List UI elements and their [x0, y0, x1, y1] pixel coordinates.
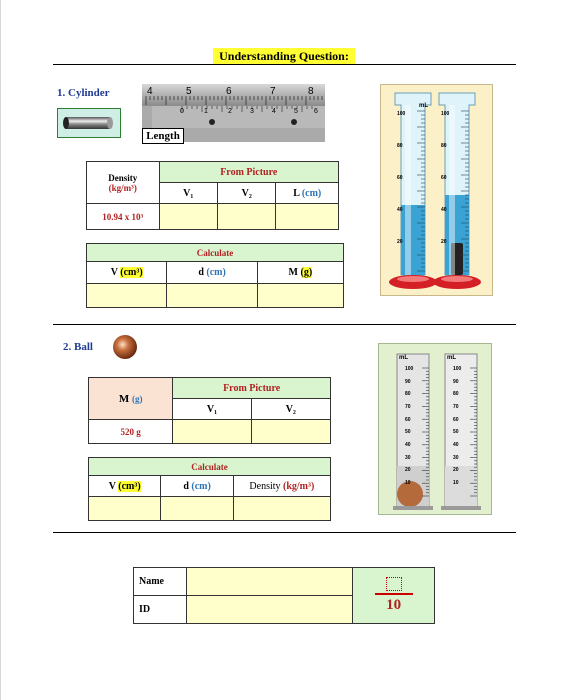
- length-input[interactable]: [276, 204, 339, 230]
- caliper-vernier-tick-label: 3: [250, 108, 254, 115]
- caliper-vernier-tick-label: 5: [294, 108, 298, 115]
- ball-cylinder-scale-label: 70: [405, 404, 411, 410]
- ball-v2-header: V₂: [251, 399, 330, 420]
- ball-cylinder-unit-left: mL: [399, 355, 408, 361]
- ball-cylinder-scale-label: 100: [453, 366, 462, 372]
- ball-diameter-input[interactable]: [161, 497, 233, 521]
- ball-cylinder-scale-label: 10: [453, 480, 459, 486]
- ball-section-label: 2. Ball: [63, 341, 93, 353]
- divider-middle: [53, 324, 516, 325]
- metal-cylinder-icon: [58, 109, 120, 137]
- ball-cylinder-scale-label: 60: [405, 416, 411, 423]
- cylinder-photo: [57, 108, 121, 138]
- ball-cylinder-scale-label: 50: [405, 429, 411, 436]
- cylinder-scale-label: 40: [397, 207, 403, 213]
- caliper-vernier-tick-label: 6: [314, 108, 318, 115]
- cylinder-scale-label: 20: [397, 239, 403, 245]
- divider-top: [53, 64, 516, 65]
- ball-cylinder-scale-label: 70: [453, 404, 459, 410]
- ball-mass-value: 520 g: [89, 420, 173, 444]
- ball-cylinder-scale-label: 90: [405, 378, 411, 385]
- ball-v1-input[interactable]: [173, 420, 251, 444]
- ball-cylinder-scale-label: 100: [405, 366, 414, 372]
- volume-header: V (cm³): [87, 262, 167, 284]
- density-header: Density (kg/m³): [87, 162, 160, 204]
- calculate-header: Calculate: [87, 244, 344, 262]
- ball-cylinder-scale-label: 10: [405, 480, 411, 486]
- cylinder-calc-table: [86, 243, 344, 308]
- score-fraction-bar: [375, 593, 413, 595]
- ball-cylinder-scale-label: 80: [405, 391, 411, 398]
- volume-input[interactable]: [87, 284, 167, 308]
- id-label: ID: [134, 596, 187, 624]
- length-header: L (cm): [276, 183, 339, 204]
- score-denominator: 10: [386, 596, 402, 613]
- score-box: [353, 568, 435, 624]
- v2-input[interactable]: [217, 204, 275, 230]
- copper-ball-icon: [110, 332, 140, 362]
- ball-v2-input[interactable]: [251, 420, 330, 444]
- ball-cylinder-scale-label: 30: [453, 454, 459, 461]
- cylinder-scale-label: 100: [441, 111, 450, 117]
- ball-diameter-header: d (cm): [161, 476, 233, 497]
- v2-header: V₂: [217, 183, 275, 204]
- ball-cylinder-scale-label: 40: [453, 442, 459, 448]
- ball-mass-header: M (g): [89, 378, 173, 420]
- diameter-header: d (cm): [167, 262, 257, 284]
- ball-cylinders-picture: [378, 343, 492, 515]
- cylinder1-unit-left: mL: [419, 103, 428, 109]
- ball-from-picture-header: From Picture: [173, 378, 331, 399]
- ball-v1-header: V₁: [173, 399, 251, 420]
- cylinder-scale-label: 20: [441, 239, 447, 245]
- page-title: Understanding Question:: [213, 48, 355, 64]
- length-label: Length: [142, 128, 184, 144]
- mass-header: M (g): [257, 262, 343, 284]
- score-input[interactable]: [386, 577, 402, 591]
- divider-bottom: [53, 532, 516, 533]
- caliper-main-tick-label: 4: [147, 86, 153, 97]
- ball-density-input[interactable]: [233, 497, 330, 521]
- v1-input[interactable]: [159, 204, 217, 230]
- cylinder-measure-table: [86, 161, 339, 230]
- cylinder-scale-label: 60: [441, 175, 447, 181]
- caliper-vernier-tick-label: 1: [204, 108, 208, 115]
- caliper-main-tick-label: 5: [186, 86, 192, 97]
- graduated-cylinders-picture: [380, 84, 493, 296]
- ball-photo: [110, 332, 140, 367]
- ball-cylinder-scale-label: 50: [453, 429, 459, 436]
- caliper-vernier-tick-label: 4: [272, 108, 276, 115]
- from-picture-header: From Picture: [159, 162, 338, 183]
- name-label: Name: [134, 568, 187, 596]
- diameter-input[interactable]: [167, 284, 257, 308]
- student-info-table: [133, 567, 435, 624]
- cylinder-scale-label: 100: [397, 111, 406, 117]
- ball-density-header: Density (kg/m³): [233, 476, 330, 497]
- ball-cylinder-scale-label: 80: [453, 391, 459, 398]
- cylinder-scale-label: 60: [397, 175, 403, 181]
- ball-calc-table: [88, 457, 331, 521]
- ball-cylinders-icon: [379, 344, 491, 514]
- ball-cylinder-scale-label: 20: [405, 467, 411, 474]
- ball-measure-table: [88, 377, 331, 444]
- caliper-photo: [142, 84, 325, 142]
- caliper-main-tick-label: 7: [270, 86, 276, 97]
- mass-input[interactable]: [257, 284, 343, 308]
- ball-cylinder-scale-label: 20: [453, 467, 459, 474]
- ball-cylinder-scale-label: 90: [453, 378, 459, 385]
- caliper-main-tick-label: 6: [226, 86, 232, 97]
- ball-calculate-header: Calculate: [89, 458, 331, 476]
- cylinder-scale-label: 40: [441, 207, 447, 213]
- caliper-main-tick-label: 8: [308, 86, 314, 97]
- ball-volume-header: V (cm³): [89, 476, 161, 497]
- name-input[interactable]: [187, 568, 353, 596]
- v1-header: V₁: [159, 183, 217, 204]
- ball-cylinder-scale-label: 40: [405, 442, 411, 448]
- ball-volume-input[interactable]: [89, 497, 161, 521]
- cylinder-scale-label: 80: [397, 143, 403, 149]
- caliper-vernier-tick-label: 0: [180, 108, 184, 115]
- density-value: 10.94 x 10³: [87, 204, 160, 230]
- id-input[interactable]: [187, 596, 353, 624]
- ball-cylinder-scale-label: 30: [405, 454, 411, 461]
- ball-cylinder-unit-right: mL: [447, 355, 456, 361]
- cylinder-section-label: 1. Cylinder: [57, 87, 110, 99]
- cylinder-scale-label: 80: [441, 143, 447, 149]
- caliper-vernier-tick-label: 2: [228, 108, 232, 115]
- page-edge: [0, 0, 1, 700]
- ball-cylinder-scale-label: 60: [453, 416, 459, 423]
